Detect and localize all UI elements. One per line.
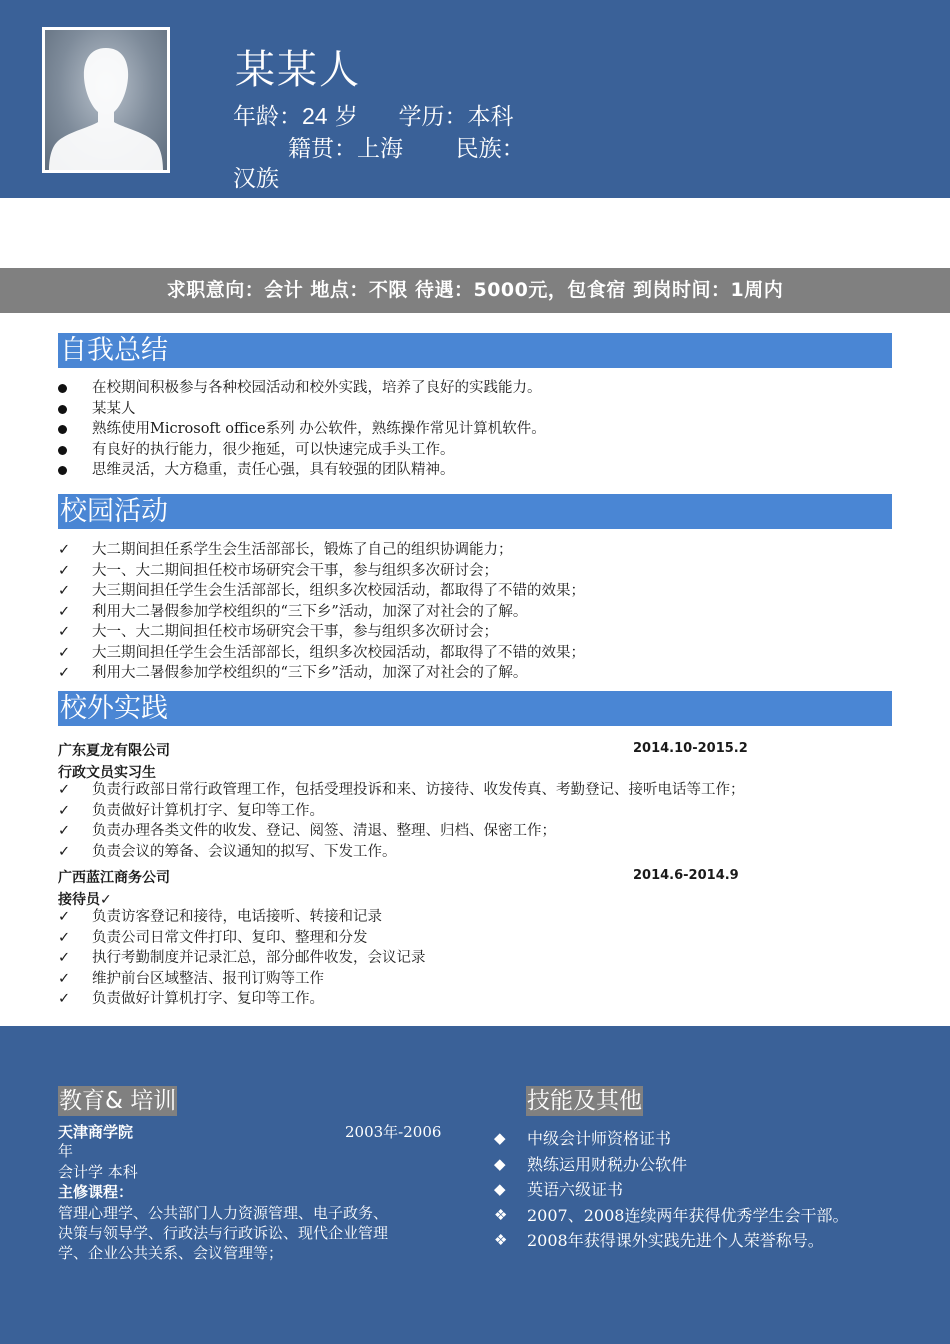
list-item <box>58 928 426 949</box>
check-icon: ✓ <box>58 542 71 558</box>
list-item-text: 负责公司日常文件打印、复印、整理和分发 <box>92 929 368 946</box>
check-icon: ✓ <box>58 970 71 987</box>
list-item <box>494 1228 848 1254</box>
list-item <box>58 581 585 602</box>
list-item-text: 利用大二暑假参加学校组织的“三下乡”活动，加深了对社会的了解。 <box>92 665 528 681</box>
check-icon: ✓ <box>58 991 71 1007</box>
list-item <box>494 1203 848 1229</box>
list-item-text: 负责访客登记和接待，电话接听、转接和记录 <box>92 909 382 925</box>
list-item <box>58 561 585 582</box>
footer-band <box>0 1026 950 1344</box>
age-line <box>233 98 514 131</box>
job-date: 2014.10-2015.2 <box>633 741 748 756</box>
filled-circle-icon <box>58 466 67 475</box>
study-period: 2003年-2006 <box>345 1123 442 1141</box>
check-icon: ✓ <box>58 929 71 946</box>
courses-line: 管理心理学、公共部门人力资源管理、电子政务、 <box>58 1204 389 1222</box>
company-name: 广东夏龙有限公司 <box>58 743 170 759</box>
four-diamond-icon: ❖ <box>494 1231 508 1249</box>
major: 会计学 本科 <box>58 1163 138 1181</box>
filled-circle-icon <box>58 384 67 393</box>
filled-circle-icon <box>58 405 67 414</box>
candidate-name: 某某人 <box>235 47 361 93</box>
list-item-text: 执行考勤制度并记录汇总，部分邮件收发，会议记录 <box>92 950 426 966</box>
job-objective: 求职意向：会计 地点：不限 待遇：5000元，包食宿 到岗时间：1周内 <box>0 268 950 313</box>
list-item <box>58 989 426 1010</box>
diamond-icon: ◆ <box>494 1129 506 1147</box>
list-item <box>58 378 546 399</box>
list-item-text: 负责行政部日常行政管理工作，包括受理投诉和来、访接待、收发传真、考勤登记、接听电话等工作； <box>92 782 745 798</box>
list-item <box>58 643 585 664</box>
list-item-text: 大一、大二期间担任校市场研究会干事，参与组织多次研讨会； <box>92 624 498 640</box>
list-item-text: 负责做好计算机打字、复印等工作。 <box>92 802 324 819</box>
origin: 籍贯：上海 <box>288 136 403 162</box>
age-label: 年龄： <box>233 104 302 130</box>
job-role: 接待员✓ <box>58 892 112 908</box>
campus-list <box>58 540 585 684</box>
list-item-text: 大三期间担任学生会生活部部长，组织多次校园活动，都取得了不错的效果； <box>92 644 585 661</box>
list-item-text: 2007、2008连续两年获得优秀学生会干部。 <box>527 1205 849 1225</box>
section-title-education: 教育& 培训 <box>59 1088 177 1114</box>
skills-list <box>494 1126 848 1254</box>
list-item-text: 熟练使用Microsoft office系列 办公软件，熟练操作常见计算机软件。 <box>92 421 546 437</box>
list-item-text: 负责办理各类文件的收发、登记、阅签、清退、整理、归档、保密工作； <box>92 823 556 839</box>
list-item <box>58 821 745 842</box>
check-icon: ✓ <box>58 782 71 798</box>
list-item <box>58 460 546 481</box>
list-item-text: 熟练运用财税办公软件 <box>527 1154 688 1174</box>
summary-list <box>58 378 546 481</box>
filled-circle-icon <box>58 446 67 455</box>
job-duties-list <box>58 907 426 1010</box>
list-item-text: 大二期间担任系学生会生活部部长，锻炼了自己的组织协调能力； <box>92 542 513 558</box>
diamond-icon: ◆ <box>494 1154 506 1173</box>
list-item <box>58 663 585 684</box>
job-date: 2014.6-2014.9 <box>633 868 739 883</box>
header-band <box>0 0 950 198</box>
age-value: 24 <box>302 103 328 129</box>
origin-line <box>288 130 525 163</box>
section-title-skills: 技能及其他 <box>527 1088 642 1114</box>
list-item <box>58 540 585 561</box>
school-name: 天津商学院 <box>58 1123 134 1141</box>
list-item <box>58 780 745 801</box>
list-item <box>58 907 426 928</box>
list-item-text: 2008年获得课外实践先进个人荣誉称号。 <box>527 1231 824 1250</box>
list-item-text: 维护前台区域整洁、报刊订购等工作 <box>92 970 324 987</box>
list-item <box>58 801 745 822</box>
section-title-summary: 自我总结 <box>58 333 892 368</box>
list-item-text: 中级会计师资格证书 <box>527 1129 672 1148</box>
list-item-text: 有良好的执行能力，很少拖延，可以快速完成手头工作。 <box>92 441 455 458</box>
list-item-text: 负责做好计算机打字、复印等工作。 <box>92 991 324 1007</box>
section-title-practice: 校外实践 <box>58 691 892 726</box>
ethnicity-value: 汉族 <box>233 166 279 192</box>
check-icon: ✓ <box>58 843 71 860</box>
list-item <box>494 1177 848 1203</box>
check-icon: ✓ <box>58 823 71 839</box>
profile-photo <box>42 27 170 173</box>
list-item <box>58 842 745 863</box>
filled-circle-icon <box>58 425 67 434</box>
courses-label: 主修课程： <box>58 1183 134 1201</box>
list-item <box>58 399 546 420</box>
list-item-text: 负责会议的筹备、会议通知的拟写、下发工作。 <box>92 843 397 860</box>
education-level: 学历：本科 <box>398 104 514 130</box>
job-duties-list <box>58 780 745 862</box>
list-item <box>58 969 426 990</box>
list-item <box>58 419 546 440</box>
check-icon: ✓ <box>58 583 71 599</box>
list-item <box>58 622 585 643</box>
list-item-text: 思维灵活，大方稳重，责任心强，具有较强的团队精神。 <box>92 462 455 478</box>
ethnicity-label: 民族： <box>455 136 525 162</box>
list-item-text: 在校期间积极参与各种校园活动和校外实践，培养了良好的实践能力。 <box>92 380 542 396</box>
diamond-icon: ◆ <box>494 1180 506 1198</box>
list-item <box>58 602 585 623</box>
check-icon: ✓ <box>58 562 71 579</box>
list-item-text: 英语六级证书 <box>527 1180 624 1199</box>
age-unit: 岁 <box>334 104 358 130</box>
list-item-text: 大一、大二期间担任校市场研究会干事，参与组织多次研讨会； <box>92 562 498 579</box>
list-item-text: 大三期间担任学生会生活部部长，组织多次校园活动，都取得了不错的效果； <box>92 583 585 599</box>
check-icon: ✓ <box>58 802 71 819</box>
check-icon: ✓ <box>58 624 71 640</box>
courses-line: 决策与领导学、行政法与行政诉讼、现代企业管理 <box>58 1224 389 1242</box>
list-item <box>494 1126 848 1152</box>
check-icon: ✓ <box>58 950 71 966</box>
check-icon: ✓ <box>58 665 71 681</box>
check-icon: ✓ <box>58 603 71 620</box>
list-item <box>494 1152 848 1178</box>
list-item-text: 某某人 <box>92 400 136 417</box>
check-icon: ✓ <box>58 909 71 925</box>
study-period-cont: 年 <box>58 1142 74 1160</box>
person-silhouette-icon <box>45 30 167 170</box>
courses-line: 学、企业公共关系、会议管理等； <box>58 1244 284 1262</box>
section-title-campus: 校园活动 <box>58 494 892 529</box>
company-name: 广西蓝江商务公司 <box>58 870 170 886</box>
four-diamond-icon: ❖ <box>494 1205 508 1224</box>
check-icon: ✓ <box>58 644 71 661</box>
job-role: 行政文员实习生 <box>58 765 156 781</box>
list-item-text: 利用大二暑假参加学校组织的“三下乡”活动，加深了对社会的了解。 <box>92 603 528 620</box>
list-item <box>58 948 426 969</box>
list-item <box>58 440 546 461</box>
